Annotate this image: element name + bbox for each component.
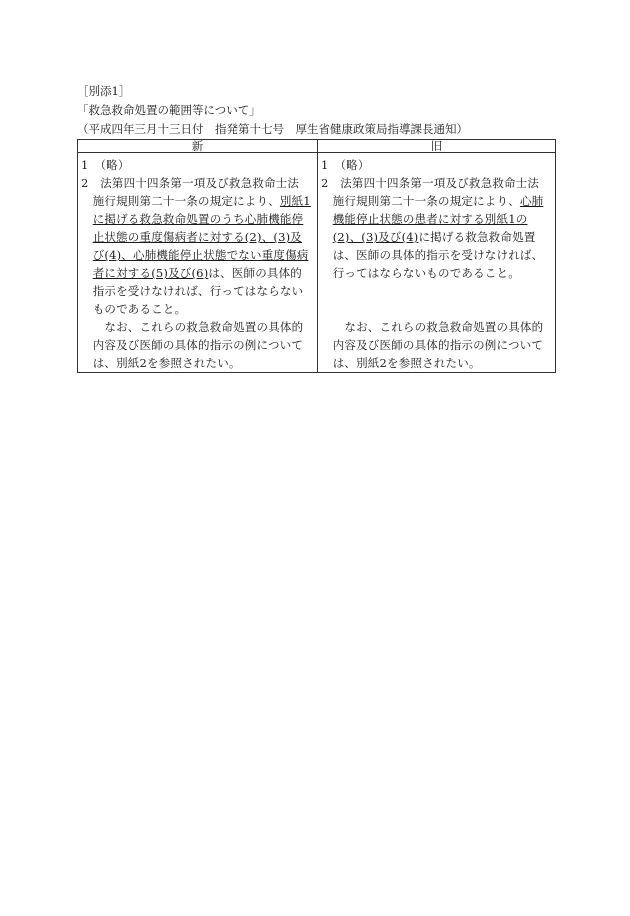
text-segment: 指示を受けなければ、行ってはならない	[81, 284, 304, 298]
old-text-line	[321, 210, 552, 228]
new-text-line	[81, 318, 314, 336]
old-text-line	[321, 246, 552, 264]
old-text-line	[321, 282, 552, 300]
source-notice: （平成四年三月十三日付 指発第十七号 厚生省健康政策局指導課長通知）	[77, 122, 468, 136]
old-text-line	[321, 228, 552, 246]
comparison-table	[77, 139, 556, 373]
text-segment	[81, 212, 93, 226]
underlined-text: び(4)、心肺機能停止状態でない重度傷病	[92, 248, 309, 262]
old-text-line	[321, 336, 552, 354]
text-segment: に掲げる救急救命処置	[418, 230, 536, 244]
old-text-line	[321, 174, 552, 192]
table-header-row	[78, 140, 556, 153]
old-text-cell	[318, 153, 556, 373]
old-text-line	[321, 156, 552, 174]
text-segment	[81, 266, 93, 280]
text-segment: なお、これらの救急救命処置の具体的	[321, 320, 544, 334]
new-text-line	[81, 228, 314, 246]
underlined-text: (2)、(3)及び(4)	[332, 230, 419, 244]
column-header-new: 新	[78, 140, 318, 153]
text-segment	[321, 230, 333, 244]
text-segment	[81, 248, 93, 262]
old-text-line	[321, 192, 552, 210]
text-segment: 行ってはならないものであること。	[321, 266, 520, 280]
text-segment: なお、これらの救急救命処置の具体的	[81, 320, 304, 334]
new-text-line	[81, 192, 314, 210]
new-text-line	[81, 354, 314, 372]
column-header-old: 旧	[318, 140, 556, 153]
text-segment: は、医師の具体的	[208, 266, 302, 280]
text-segment: ものであること。	[81, 302, 187, 316]
new-text-line	[81, 156, 314, 174]
text-segment	[321, 212, 333, 226]
text-segment: 1 （略）	[81, 158, 130, 172]
old-text-line	[321, 354, 552, 372]
new-text-line	[81, 264, 314, 282]
old-text-line	[321, 264, 552, 282]
underlined-text: 別紙1	[279, 194, 311, 208]
new-text-cell	[78, 153, 318, 373]
text-segment: は、別紙2を参照されたい。	[321, 356, 481, 370]
text-segment: 施行規則第二十一条の規定により、	[81, 194, 280, 208]
old-text-line	[321, 318, 552, 336]
new-text-line	[81, 300, 314, 318]
text-segment: は、別紙2を参照されたい。	[81, 356, 241, 370]
underlined-text: 心肺	[519, 194, 544, 208]
document-title: 「救急救命処置の範囲等について」	[77, 103, 261, 117]
text-segment: は、医師の具体的指示を受けなければ、	[321, 248, 544, 262]
text-segment: 1 （略）	[321, 158, 370, 172]
text-segment: 内容及び医師の具体的指示の例について	[81, 338, 304, 352]
attachment-label: ［別添1］	[77, 84, 131, 98]
text-segment: 2 法第四十四条第一項及び救急救命士法	[81, 176, 300, 190]
new-text-line	[81, 174, 314, 192]
new-text-line	[81, 246, 314, 264]
text-segment	[81, 230, 93, 244]
text-segment: 内容及び医師の具体的指示の例について	[321, 338, 544, 352]
underlined-text: 止状態の重度傷病者に対する(2)、(3)及	[92, 230, 302, 244]
underlined-text: 者に対する(5)及び(6)	[92, 266, 209, 280]
text-segment: 2 法第四十四条第一項及び救急救命士法	[321, 176, 540, 190]
text-segment: 施行規則第二十一条の規定により、	[321, 194, 520, 208]
table-body-row	[78, 153, 556, 373]
underlined-text: 機能停止状態の患者に対する別紙1の	[332, 212, 528, 226]
new-text-line	[81, 210, 314, 228]
old-text-line	[321, 300, 552, 318]
new-text-line	[81, 336, 314, 354]
new-text-line	[81, 282, 314, 300]
underlined-text: に掲げる救急救命処置のうち心肺機能停	[92, 212, 304, 226]
